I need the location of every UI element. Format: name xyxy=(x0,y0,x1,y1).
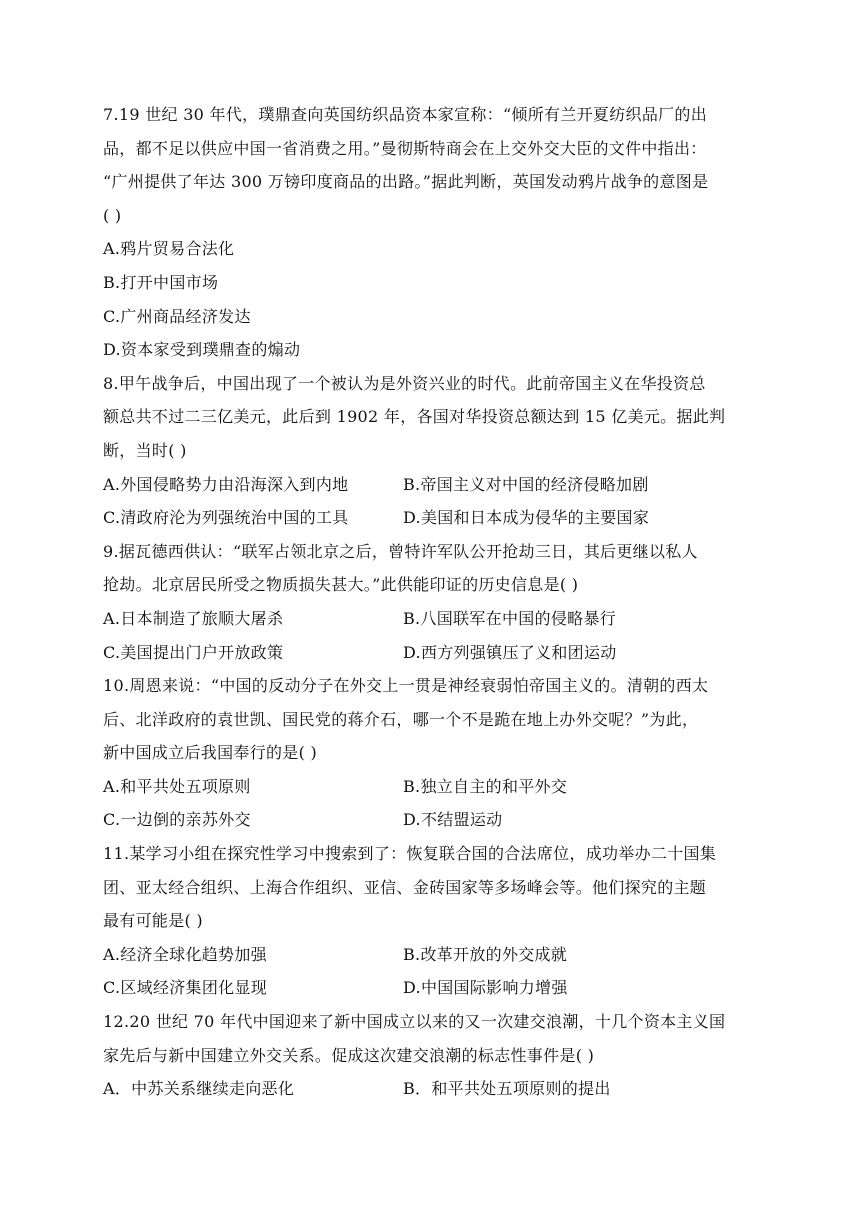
option-row xyxy=(103,468,763,502)
question-text-line: 抢劫。北京居民所受之物质损失甚大。”此供能印证的历史信息是( ) xyxy=(103,575,579,595)
option-c: C.区域经济集团化显现 xyxy=(103,978,268,998)
option-row xyxy=(103,938,763,972)
question-text-line: 9.据瓦德西供认：“联军占领北京之后，曾特许军队公开抢劫三日，其后更继以私人 xyxy=(103,541,698,561)
option-d: D.中国国际影响力增强 xyxy=(403,978,568,998)
option-row xyxy=(103,602,763,636)
question-text-line: 后、北洋政府的袁世凯、国民党的蒋介石，哪一个不是跪在地上办外交呢？”为此， xyxy=(103,709,699,729)
question-text-line: 7.19 世纪 30 年代，璞鼎查向英国纺织品资本家宣称：“倾所有兰开夏纺织品厂的出 xyxy=(103,105,708,124)
option-b: B.帝国主义对中国的经济侵略加剧 xyxy=(403,474,649,494)
option-a: A.和平共处五项原则 xyxy=(103,776,251,796)
question-text-line: ( ) xyxy=(103,205,122,225)
option-row xyxy=(103,1072,763,1106)
option-a: A.日本制造了旅顺大屠杀 xyxy=(103,608,284,628)
document-page xyxy=(103,98,763,1106)
question-text-line: 11.某学习小组在探究性学习中搜索到了：恢复联合国的合法席位，成功举办二十国集 xyxy=(103,844,717,864)
question-text-line: 团、亚太经合组织、上海合作组织、亚信、金砖国家等多场峰会等。他们探究的主题 xyxy=(103,877,707,897)
question-text-line: 品，都不足以供应中国一省消费之用。”曼彻斯特商会在上交外交大臣的文件中指出： xyxy=(103,138,707,158)
question-text-line: 8.甲午战争后，中国出现了一个被认为是外资兴业的时代。此前帝国主义在华投资总 xyxy=(103,373,706,393)
question-8 xyxy=(103,367,763,535)
option-c: C.一边倒的亲苏外交 xyxy=(103,810,251,830)
option-a: A.外国侵略势力由沿海深入到内地 xyxy=(103,474,349,494)
option-row xyxy=(103,636,763,670)
option-c: C.广州商品经济发达 xyxy=(103,306,251,326)
question-text-line: 新中国成立后我国奉行的是( ) xyxy=(103,743,318,763)
question-text-line: 10.周恩来说：“中国的反动分子在外交上一贯是神经衰弱怕帝国主义的。清朝的西太 xyxy=(103,676,709,696)
option-row xyxy=(103,803,763,837)
question-text-line: 12.20 世纪 70 年代中国迎来了新中国成立以来的又一次建交浪潮，十几个资本主义国 xyxy=(103,1012,726,1032)
option-row xyxy=(103,501,763,535)
question-7 xyxy=(103,98,763,367)
option-c: C.清政府沦为列强统治中国的工具 xyxy=(103,508,349,528)
question-text-line: “广州提供了年达 300 万镑印度商品的出路。”据此判断，英国发动鸦片战争的意图是 xyxy=(103,172,709,192)
option-a: A．中苏关系继续走向恶化 xyxy=(103,1079,295,1099)
option-d: D.美国和日本成为侵华的主要国家 xyxy=(403,508,650,528)
question-text-line: 最有可能是( ) xyxy=(103,911,203,931)
option-b: B.独立自主的和平外交 xyxy=(403,776,568,796)
option-b: B.八国联军在中国的侵略暴行 xyxy=(403,608,617,628)
option-row xyxy=(103,971,763,1005)
question-text-line: 额总共不过二三亿美元，此后到 1902 年，各国对华投资总额达到 15 亿美元。据此判 xyxy=(103,407,726,427)
option-d: D.不结盟运动 xyxy=(403,810,503,830)
option-a: A.鸦片贸易合法化 xyxy=(103,239,235,259)
option-a: A.经济全球化趋势加强 xyxy=(103,944,267,964)
option-c: C.美国提出门户开放政策 xyxy=(103,642,284,662)
option-b: B.改革开放的外交成就 xyxy=(403,944,568,964)
question-10 xyxy=(103,669,763,837)
option-d: D.资本家受到璞鼎查的煽动 xyxy=(103,340,301,360)
question-12 xyxy=(103,1005,763,1106)
option-row xyxy=(103,770,763,804)
option-b: B.打开中国市场 xyxy=(103,272,219,292)
question-text-line: 断，当时( ) xyxy=(103,440,187,460)
question-text-line: 家先后与新中国建立外交关系。促成这次建交浪潮的标志性事件是( ) xyxy=(103,1045,595,1065)
question-9 xyxy=(103,535,763,669)
option-b: B．和平共处五项原则的提出 xyxy=(403,1079,611,1099)
question-11 xyxy=(103,837,763,1005)
option-d: D.西方列强镇压了义和团运动 xyxy=(403,642,617,662)
